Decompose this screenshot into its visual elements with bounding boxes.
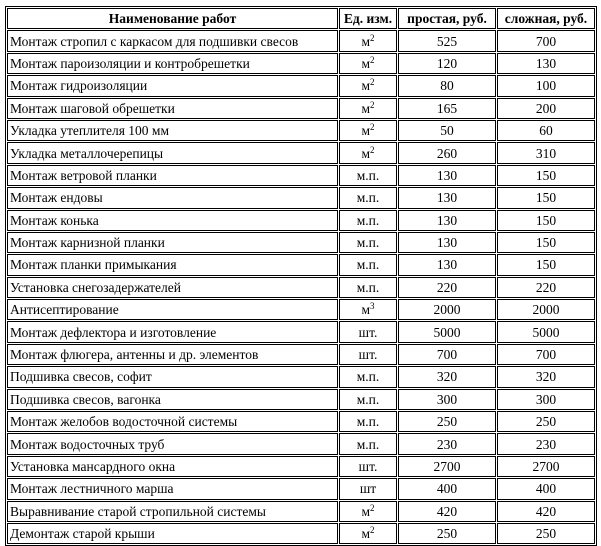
- price-simple-cell: 5000: [398, 321, 496, 342]
- table-row: [7, 75, 595, 96]
- table-row: [7, 232, 595, 253]
- price-complex-cell: 220: [497, 277, 595, 298]
- price-complex-cell: 250: [497, 411, 595, 432]
- unit-exponent: 2: [370, 122, 375, 133]
- work-name-cell: Демонтаж старой крыши: [7, 523, 338, 544]
- unit-text: м: [361, 33, 371, 49]
- price-complex-cell: 400: [497, 478, 595, 499]
- table-row: [7, 210, 595, 231]
- unit-text: м.п.: [356, 391, 380, 407]
- work-name-cell: Укладка утеплителя 100 мм: [7, 120, 338, 141]
- work-name-cell: Монтаж ендовы: [7, 187, 338, 208]
- unit-exponent: 2: [370, 502, 375, 513]
- price-complex-cell: 420: [497, 501, 595, 522]
- price-simple-cell: 130: [398, 210, 496, 231]
- work-name-cell: Монтаж ветровой планки: [7, 165, 338, 186]
- unit-cell: [339, 254, 397, 275]
- unit-exponent: 3: [370, 301, 375, 312]
- work-name-cell: Монтаж желобов водосточной системы: [7, 411, 338, 432]
- price-complex-cell: 310: [497, 142, 595, 163]
- unit-cell: [339, 389, 397, 410]
- unit-cell: [339, 120, 397, 141]
- work-name-cell: Укладка металлочерепицы: [7, 142, 338, 163]
- unit-text: м.п.: [356, 212, 380, 228]
- price-complex-cell: 2700: [497, 456, 595, 477]
- unit-text: м: [361, 123, 371, 139]
- price-simple-cell: 420: [398, 501, 496, 522]
- unit-exponent: 2: [370, 99, 375, 110]
- unit-cell: [339, 501, 397, 522]
- unit-cell: [339, 478, 397, 499]
- price-simple-cell: 700: [398, 344, 496, 365]
- price-complex-cell: 5000: [497, 321, 595, 342]
- unit-text: м: [361, 145, 371, 161]
- price-complex-cell: 130: [497, 53, 595, 74]
- table-row: [7, 142, 595, 163]
- unit-exponent: 2: [370, 525, 375, 536]
- unit-exponent: 2: [370, 32, 375, 43]
- unit-text: м.п.: [356, 235, 380, 251]
- work-name-cell: Подшивка свесов, вагонка: [7, 389, 338, 410]
- table-row: [7, 411, 595, 432]
- table-row: [7, 478, 595, 499]
- unit-cell: [339, 75, 397, 96]
- unit-cell: [339, 433, 397, 454]
- header-price-complex: сложная, руб.: [497, 8, 595, 29]
- unit-text: м: [361, 526, 371, 542]
- unit-cell: [339, 98, 397, 119]
- price-complex-cell: 150: [497, 210, 595, 231]
- table-row: [7, 30, 595, 51]
- header-price-simple: простая, руб.: [398, 8, 496, 29]
- unit-cell: [339, 187, 397, 208]
- work-name-cell: Монтаж стропил с каркасом для подшивки свесов: [7, 30, 338, 51]
- unit-cell: [339, 321, 397, 342]
- price-complex-cell: 300: [497, 389, 595, 410]
- price-simple-cell: 120: [398, 53, 496, 74]
- price-simple-cell: 320: [398, 366, 496, 387]
- price-table-container: [5, 6, 594, 546]
- table-row: [7, 366, 595, 387]
- work-name-cell: Монтаж дефлектора и изготовление: [7, 321, 338, 342]
- price-simple-cell: 130: [398, 232, 496, 253]
- price-complex-cell: 150: [497, 254, 595, 275]
- price-simple-cell: 300: [398, 389, 496, 410]
- table-row: [7, 389, 595, 410]
- unit-cell: [339, 456, 397, 477]
- work-name-cell: Монтаж пароизоляции и контробрешетки: [7, 53, 338, 74]
- price-simple-cell: 130: [398, 165, 496, 186]
- price-simple-cell: 230: [398, 433, 496, 454]
- table-row: [7, 254, 595, 275]
- work-name-cell: Монтаж планки примыкания: [7, 254, 338, 275]
- price-table: [5, 6, 597, 546]
- price-simple-cell: 130: [398, 254, 496, 275]
- unit-text: м.п.: [356, 167, 380, 183]
- work-name-cell: Монтаж водосточных труб: [7, 433, 338, 454]
- table-row: [7, 523, 595, 544]
- price-simple-cell: 130: [398, 187, 496, 208]
- unit-text: м.п.: [356, 414, 380, 430]
- unit-cell: [339, 142, 397, 163]
- unit-text: м.п.: [356, 190, 380, 206]
- unit-cell: [339, 366, 397, 387]
- unit-text: м.п.: [356, 369, 380, 385]
- price-complex-cell: 320: [497, 366, 595, 387]
- price-complex-cell: 230: [497, 433, 595, 454]
- table-row: [7, 456, 595, 477]
- work-name-cell: Монтаж лестничного марша: [7, 478, 338, 499]
- table-row: [7, 187, 595, 208]
- price-complex-cell: 60: [497, 120, 595, 141]
- unit-text: м: [361, 78, 371, 94]
- price-simple-cell: 220: [398, 277, 496, 298]
- unit-text: м.п.: [356, 279, 380, 295]
- work-name-cell: Антисептирование: [7, 299, 338, 320]
- price-simple-cell: 260: [398, 142, 496, 163]
- price-complex-cell: 150: [497, 187, 595, 208]
- unit-text: м: [361, 55, 371, 71]
- table-row: [7, 344, 595, 365]
- table-row: [7, 120, 595, 141]
- price-simple-cell: 80: [398, 75, 496, 96]
- unit-cell: [339, 411, 397, 432]
- table-row: [7, 501, 595, 522]
- work-name-cell: Монтаж конька: [7, 210, 338, 231]
- price-complex-cell: 700: [497, 30, 595, 51]
- table-row: [7, 321, 595, 342]
- price-simple-cell: 2000: [398, 299, 496, 320]
- unit-cell: [339, 523, 397, 544]
- unit-text: м: [361, 100, 371, 116]
- unit-cell: [339, 30, 397, 51]
- price-complex-cell: 100: [497, 75, 595, 96]
- price-complex-cell: 2000: [497, 299, 595, 320]
- unit-text: м: [361, 302, 371, 318]
- table-row: [7, 53, 595, 74]
- work-name-cell: Установка мансардного окна: [7, 456, 338, 477]
- unit-text: шт: [359, 481, 377, 497]
- price-simple-cell: 525: [398, 30, 496, 51]
- work-name-cell: Монтаж флюгера, антенны и др. элементов: [7, 344, 338, 365]
- unit-cell: [339, 299, 397, 320]
- work-name-cell: Монтаж гидроизоляции: [7, 75, 338, 96]
- price-complex-cell: 700: [497, 344, 595, 365]
- price-simple-cell: 50: [398, 120, 496, 141]
- table-row: [7, 433, 595, 454]
- table-row: [7, 98, 595, 119]
- unit-cell: [339, 277, 397, 298]
- unit-exponent: 2: [370, 77, 375, 88]
- unit-text: шт.: [358, 459, 378, 474]
- header-work-name: Наименование работ: [7, 8, 338, 29]
- work-name-cell: Монтаж шаговой обрешетки: [7, 98, 338, 119]
- table-row: [7, 165, 595, 186]
- work-name-cell: Подшивка свесов, софит: [7, 366, 338, 387]
- unit-cell: [339, 344, 397, 365]
- unit-text: м.п.: [356, 436, 380, 452]
- unit-cell: [339, 165, 397, 186]
- price-simple-cell: 250: [398, 411, 496, 432]
- price-simple-cell: 400: [398, 478, 496, 499]
- work-name-cell: Выравнивание старой стропильной системы: [7, 501, 338, 522]
- price-simple-cell: 250: [398, 523, 496, 544]
- price-complex-cell: 200: [497, 98, 595, 119]
- price-simple-cell: 2700: [398, 456, 496, 477]
- unit-text: м.п.: [356, 257, 380, 273]
- unit-text: шт.: [358, 347, 378, 363]
- header-unit: Ед. изм.: [339, 8, 397, 29]
- unit-cell: [339, 232, 397, 253]
- work-name-cell: Установка снегозадержателей: [7, 277, 338, 298]
- unit-exponent: 2: [370, 54, 375, 65]
- table-body: [7, 30, 595, 544]
- table-row: [7, 299, 595, 320]
- price-complex-cell: 250: [497, 523, 595, 544]
- unit-cell: [339, 210, 397, 231]
- unit-text: м: [361, 503, 371, 519]
- header-row: [7, 8, 595, 29]
- price-simple-cell: 165: [398, 98, 496, 119]
- price-complex-cell: 150: [497, 165, 595, 186]
- price-complex-cell: 150: [497, 232, 595, 253]
- unit-cell: [339, 53, 397, 74]
- unit-exponent: 2: [370, 144, 375, 155]
- table-row: [7, 277, 595, 298]
- unit-text: шт.: [358, 324, 378, 340]
- work-name-cell: Монтаж карнизной планки: [7, 232, 338, 253]
